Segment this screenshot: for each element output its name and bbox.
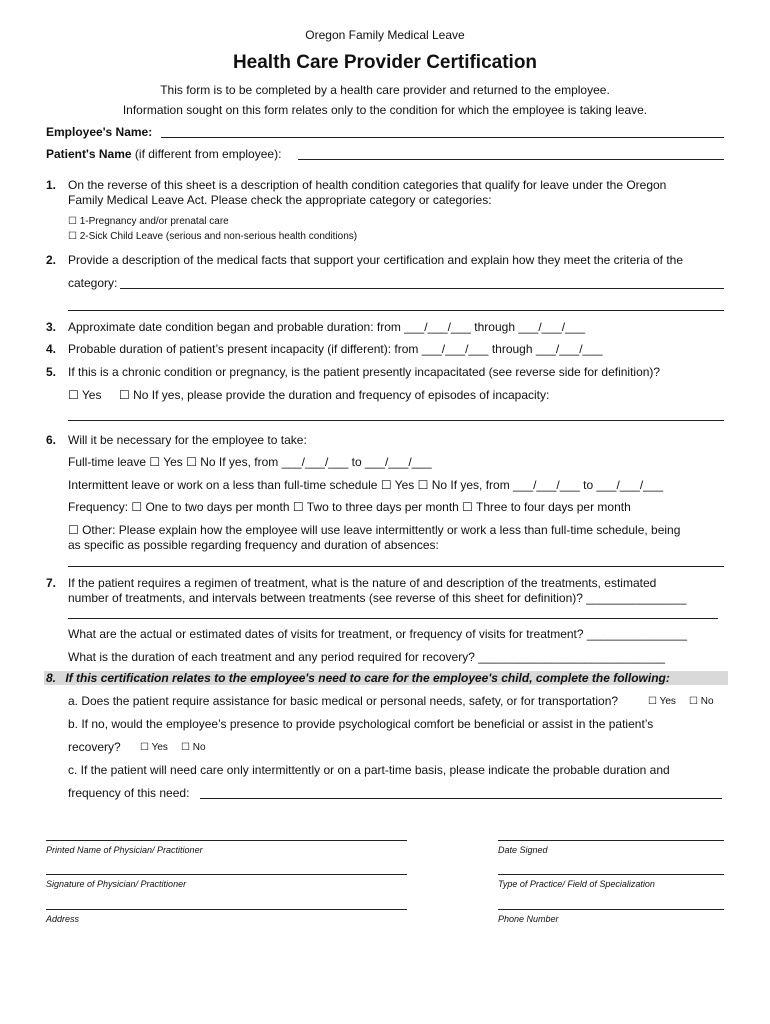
q6-number: 6. [46, 433, 57, 447]
q6-other-line-2: as specific as possible regarding frequency and duration of absences: [68, 538, 439, 552]
q8-a-yes-checkbox[interactable]: ☐ Yes [648, 696, 676, 707]
date-signed-label: Date Signed [498, 845, 548, 855]
q2-line-1: Provide a description of the medical facts that support your certification and explain how they meet the criteria of the [68, 253, 683, 267]
signature-line[interactable] [46, 874, 407, 875]
patient-name-label-text: Patient's Name [46, 147, 132, 161]
q4-number: 4. [46, 342, 57, 356]
q7-number: 7. [46, 576, 57, 590]
q8-b-no-checkbox[interactable]: ☐ No [181, 742, 206, 753]
phone-label: Phone Number [498, 914, 559, 924]
q8-c-line-2: frequency of this need: [68, 786, 190, 800]
intro-line-1: This form is to be completed by a health care provider and returned to the employee. [160, 83, 610, 97]
address-line[interactable] [46, 909, 407, 910]
phone-line[interactable] [498, 909, 724, 910]
patient-name-label [46, 147, 281, 161]
q3-number: 3. [46, 320, 57, 334]
q1-option-sick-child[interactable]: ☐ 2-Sick Child Leave (serious and non-serious health conditions) [68, 231, 358, 242]
q8-b-yes-checkbox[interactable]: ☐ Yes [140, 742, 168, 753]
q6-other-field[interactable] [68, 566, 724, 567]
signature-label: Signature of Physician/ Practitioner [46, 879, 187, 889]
q5-no-checkbox[interactable]: ☐ No If yes, please provide the duration and frequency of episodes of incapacity: [119, 388, 550, 402]
q6-text: Will it be necessary for the employee to take: [68, 433, 307, 447]
q6-other-line-1[interactable]: ☐ Other: Please explain how the employee will use leave intermittently or work a less than full-time schedule, being [68, 523, 681, 537]
patient-name-note: (if different from employee): [134, 147, 282, 161]
q2-field-1[interactable] [120, 288, 724, 289]
q5-yes-checkbox[interactable]: ☐ Yes [68, 388, 102, 402]
org-name: Oregon Family Medical Leave [305, 28, 465, 42]
address-label: Address [46, 914, 80, 924]
q7-visits: What are the actual or estimated dates of visits for treatment, or frequency of visits for treatment? _______________ [68, 627, 688, 641]
printed-name-label: Printed Name of Physician/ Practitioner [46, 845, 203, 855]
q8-a-text: a. Does the patient require assistance for basic medical or personal needs, safety, or for transportation? [68, 694, 619, 708]
q6-intermittent-row[interactable]: Intermittent leave or work on a less than full-time schedule ☐ Yes ☐ No If yes, from ___/___/___ to ___/___/___ [68, 478, 664, 492]
q1-option-pregnancy[interactable]: ☐ 1-Pregnancy and/or prenatal care [68, 216, 229, 227]
employee-name-field[interactable] [161, 137, 724, 138]
page-title: Health Care Provider Certification [232, 52, 538, 73]
q8-a-no-checkbox[interactable]: ☐ No [689, 696, 714, 707]
q8-heading-bar [44, 671, 728, 685]
employee-name-label: Employee's Name: [46, 125, 153, 139]
patient-name-field[interactable] [298, 159, 724, 160]
q5-number: 5. [46, 365, 57, 379]
q3-text: Approximate date condition began and probable duration: from ___/___/___ through ___/___/___ [68, 320, 586, 334]
q5-field[interactable] [68, 420, 724, 421]
q7-line-2: number of treatments, and intervals between treatments (see reverse of this sheet for definition)? _______________ [68, 591, 687, 605]
q2-number: 2. [46, 253, 57, 267]
type-of-practice-label: Type of Practice/ Field of Specialization [498, 879, 655, 889]
intro-line-2: Information sought on this form relates only to the condition for which the employee is taking leave. [122, 103, 648, 117]
q7-duration: What is the duration of each treatment and any period required for recovery? ____________________________ [68, 650, 666, 664]
q1-line-2: Family Medical Leave Act. Please check the appropriate category or categories: [68, 193, 492, 207]
q8-number: 8. [46, 671, 57, 685]
q8-c-field[interactable] [200, 798, 722, 799]
q8-b-line-2: recovery? [68, 740, 121, 754]
q1-line-1: On the reverse of this sheet is a description of health condition categories that qualify for leave under the Oregon [68, 178, 667, 192]
q7-line-1: If the patient requires a regimen of treatment, what is the nature of and description of the treatments, estimated [68, 576, 657, 590]
q8-c-line-1: c. If the patient will need care only intermittently or on a part-time basis, please indicate the probable duration and [68, 763, 670, 777]
q2-field-2[interactable] [68, 310, 724, 311]
date-signed-line[interactable] [498, 840, 724, 841]
q8-heading: If this certification relates to the employee's need to care for the employee's child, complete the following: [65, 671, 670, 685]
q2-line-2: category: [68, 276, 118, 290]
q1-number: 1. [46, 178, 57, 192]
q6-frequency-row[interactable]: Frequency: ☐ One to two days per month ☐ Two to three days per month ☐ Three to four days per month [68, 500, 631, 514]
q4-text: Probable duration of patient’s present incapacity (if different): from ___/___/___ through ___/___/___ [68, 342, 603, 356]
q6-fulltime-row[interactable]: Full-time leave ☐ Yes ☐ No If yes, from ___/___/___ to ___/___/___ [68, 455, 432, 469]
q8-b-line-1: b. If no, would the employee’s presence to provide psychological comfort be beneficial or assist in the patient’s [68, 717, 654, 731]
type-of-practice-line[interactable] [498, 874, 724, 875]
q7-field[interactable] [68, 618, 718, 619]
q5-text: If this is a chronic condition or pregnancy, is the patient presently incapacitated (see reverse side for definition)? [68, 365, 661, 379]
printed-name-line[interactable] [46, 840, 407, 841]
